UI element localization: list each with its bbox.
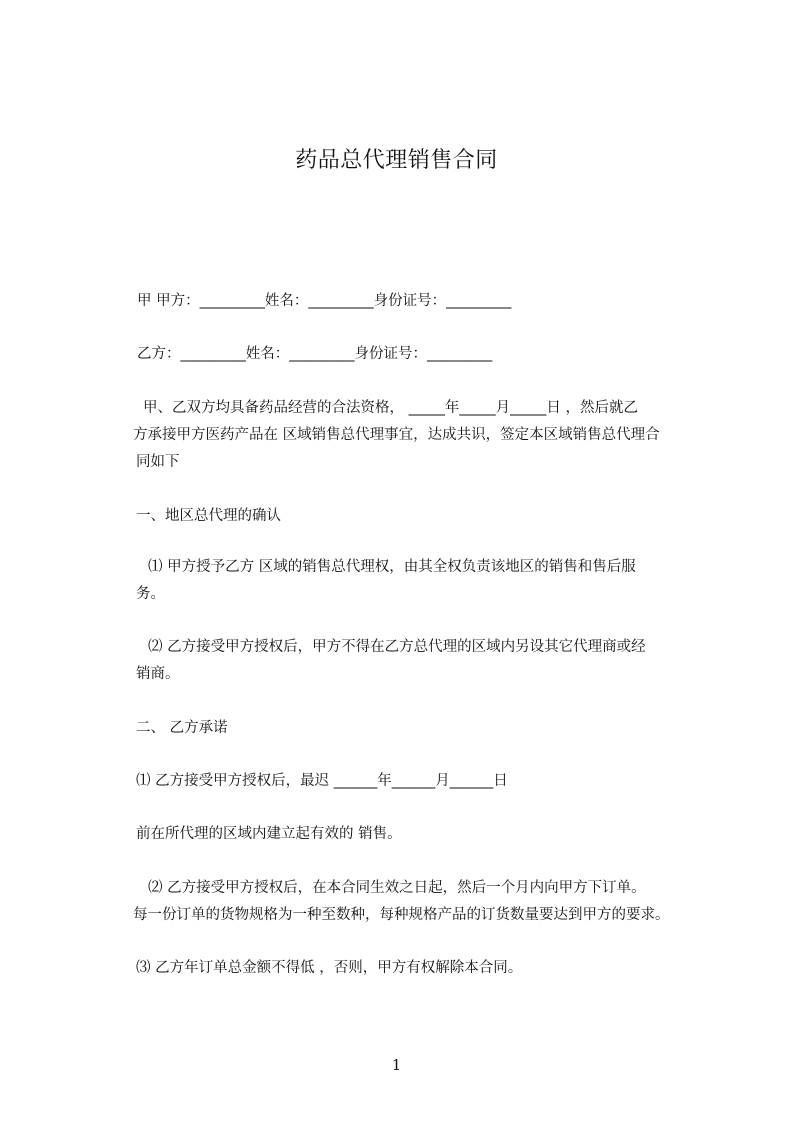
- section-1-heading: 一、地区总代理的确认: [136, 508, 281, 524]
- party-b-line: 乙方：_________姓名：_________身份证号：_________: [137, 346, 493, 362]
- section-2-item-3-line-1: ⑶ 乙方年订单总金额不得低 ，否则，甲方有权解除本合同。: [136, 960, 523, 976]
- section-1-item-1-line-1: ⑴ 甲方授予乙方 区域的销售总代理权，由其全权负责该地区的销售和售后服: [148, 559, 636, 575]
- document-title: 药品总代理销售合同: [295, 148, 498, 173]
- section-2-heading: 二、 乙方承诺: [136, 720, 228, 736]
- section-2-item-1-line-2: 前在所代理的区域内建立起有效的 销售。: [136, 826, 402, 842]
- intro-line-3: 同如下: [136, 454, 180, 470]
- intro-line-1: 甲、乙双方均具备药品经营的合法资格， _____年_____月_____日 ，然后就乙: [143, 400, 638, 416]
- section-2-item-2-line-2: 每一份订单的货物规格为一种至数种，每种规格产品的订货数量要达到甲方的要求。: [133, 907, 670, 923]
- party-a-line: 甲 甲方：_________姓名：_________身份证号：_________: [137, 293, 512, 309]
- section-1-item-2-line-1: ⑵ 乙方接受甲方授权后，甲方不得在乙方总代理的区域内另设其它代理商或经: [148, 639, 646, 655]
- page-number: 1: [391, 1056, 402, 1074]
- section-2-item-1-line-1: ⑴ 乙方接受甲方授权后，最迟 ______年______月______日: [136, 773, 508, 789]
- intro-line-2: 方承接甲方医药产品在 区域销售总代理事宜，达成共识，签定本区域销售总代理合: [133, 427, 660, 443]
- section-2-item-2-line-1: ⑵ 乙方接受甲方授权后，在本合同生效之日起，然后一个月内向甲方下订单。: [148, 880, 646, 896]
- section-1-item-2-line-2: 销商。: [136, 666, 180, 682]
- section-1-item-1-line-2: 务。: [136, 586, 165, 602]
